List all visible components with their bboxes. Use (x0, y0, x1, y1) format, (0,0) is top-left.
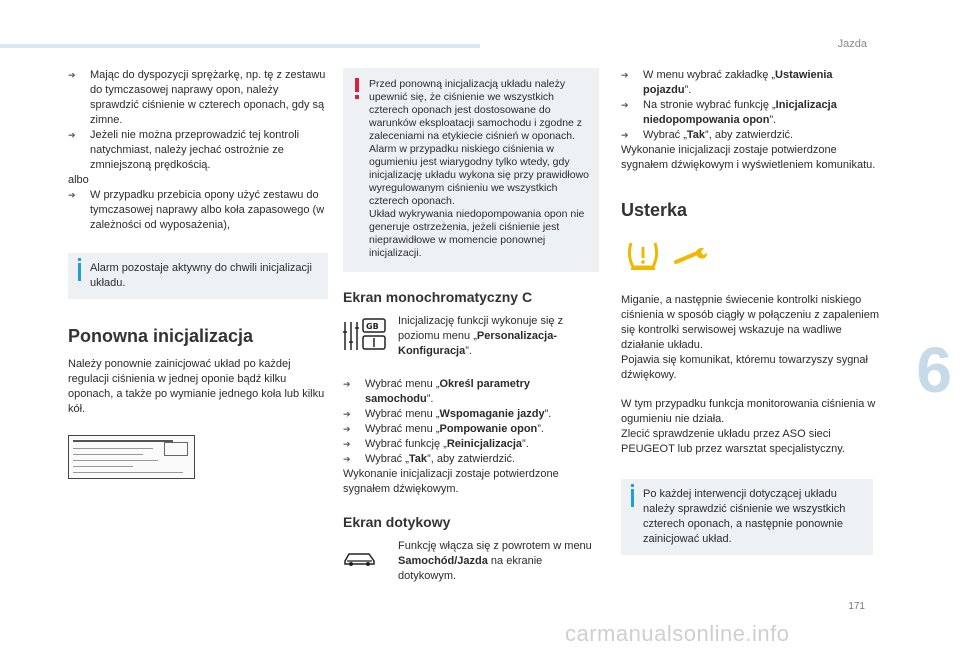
list-item (343, 452, 599, 467)
paragraph: W tym przypadku funkcja monitorowania ciśnienia w ogumieniu nie działa. Zlecić sprawdzenie układu przez ASO sieci PEUGEOT lub przez warsztat specjalistyczny. (621, 398, 876, 455)
bullet-list (68, 188, 328, 233)
paragraph: Miganie, a następnie świecenie kontrolki niskiego ciśnienia w sposób ciągły w połączeniu z zapaleniem się kontrolki serwisowej wskazuje na wadliwe działanie układu. Pojawia się komunikat, któremu towarzyszy sygnał dźwiękowy. (621, 294, 880, 381)
confirm-text: Wykonanie inicjalizacji zostaje potwierdzone sygnałem dźwiękowym. (343, 468, 559, 495)
info-box (621, 479, 873, 555)
section-heading: Ekran monochromatyczny C (343, 289, 533, 305)
list-item-text: Mając do dyspozycji sprężarkę, np. tę z zestawu do tymczasowej naprawy opon, należy sprawdzić ciśnienie w czterech oponach, gdy są zimne. (90, 69, 326, 126)
list-item (621, 98, 881, 128)
step-bold: Pompowanie opon (439, 423, 538, 435)
info-box (68, 253, 328, 299)
watermark: carmanualsonline.info (565, 621, 790, 646)
list-item (343, 407, 599, 422)
albo-text: albo (68, 174, 89, 186)
step-post: ”, aby zatwierdzić. (427, 453, 516, 465)
indicator-icons (621, 239, 881, 279)
list-item (68, 188, 328, 233)
step-list (621, 68, 881, 143)
tyre-pressure-warning-icon (625, 239, 661, 276)
warning-text: Przed ponowną inicjalizacją układu należy upewnić się, że ciśnienie we wszystkich czterech oponach jest dostosowane do warunków eksploatacji samochodu i zgodne z zaleceniami na etykiecie ciśnień w oponach. Alarm w przypadku niskiego ciśnienia w ogumieniu jest wiarygodny tylko wtedy, gdy inicjalizację układu wykona się przy prawidłowo wyregulowanym ciśnieniu we wszystkich czterech oponach. Układ wykrywania niedopompowania opon nie generuje ostrzeżenia, jeżeli ciśnienie jest nieprawidłowe w momencie ponownej inicjalizacji. (369, 78, 590, 259)
step-post: ”. (537, 423, 544, 435)
step-post: ”. (544, 408, 552, 420)
step-pre: Wybrać „ (365, 453, 409, 465)
section-heading: Usterka (621, 200, 688, 220)
step-bold: Ustawienia pojazdu (643, 69, 833, 96)
bullet-arrow-icon: ➔ (68, 70, 76, 80)
step-bold: Inicjalizacja niedopompowania opon (643, 99, 837, 126)
step-bold: Tak (686, 129, 706, 141)
bullet-arrow-icon: ➔ (621, 130, 629, 140)
column-2 (343, 68, 599, 584)
list-item (68, 128, 328, 173)
step-bold: Określ parametry samochodu (365, 378, 530, 405)
column-1 (68, 68, 328, 479)
step-pre: Wybrać menu „ (365, 423, 440, 435)
list-item (343, 422, 599, 437)
tyre-pressure-label-image (68, 435, 195, 479)
list-item (621, 68, 881, 98)
step-bold: Reinicjalizacja (446, 438, 523, 450)
list-item-text: Jeżeli nie można przeprowadzić tej kontroli natychmiast, należy jechać ostrożnie ze zmniejszoną prędkością. (90, 129, 300, 171)
paragraph: Należy ponownie zainicjować układ po każdej regulacji ciśnienia w jednej oponie bądź kilku oponach, a także po wymianie jednego koła lub kilku kół. (68, 358, 325, 415)
list-item (343, 377, 599, 407)
section-heading: Ponowna inicjalizacja (68, 326, 254, 346)
mono-intro-text: Inicjalizację funkcji wykonuje się z poziomu menu „Personalizacja-Konfiguracja”. (398, 315, 564, 357)
step-pre: W menu wybrać zakładkę „ (643, 69, 776, 81)
column-3 (621, 68, 881, 555)
bullet-arrow-icon: ➔ (343, 379, 351, 389)
bullet-arrow-icon: ➔ (343, 409, 351, 419)
bullet-arrow-icon: ➔ (343, 454, 351, 464)
bullet-arrow-icon: ➔ (68, 130, 76, 140)
step-pre: Wybrać menu „ (365, 378, 440, 390)
warning-icon (355, 78, 359, 92)
warning-box (343, 68, 599, 272)
step-post: ”. (769, 114, 777, 126)
mono-intro (343, 314, 599, 359)
chapter-title: Jazda (837, 38, 867, 50)
touch-text: Funkcję włącza się z powrotem w menu Samochód/Jazda na ekranie dotykowym. (398, 540, 592, 582)
step-list (343, 377, 599, 467)
step-pre: Wybrać funkcję „ (365, 438, 447, 450)
header-bar (0, 44, 480, 48)
step-pre: Wybrać menu „ (365, 408, 440, 420)
step-pre: Na stronie wybrać funkcję „ (643, 99, 776, 111)
bullet-arrow-icon: ➔ (343, 439, 351, 449)
bullet-arrow-icon: ➔ (68, 190, 76, 200)
section-heading: Ekran dotykowy (343, 514, 451, 530)
svg-text:GB: GB (366, 322, 379, 331)
page-number: 171 (848, 601, 865, 612)
car-icon (343, 539, 398, 572)
gb-menu-icon (343, 314, 398, 359)
bullet-list (68, 68, 328, 173)
touch-intro (343, 539, 599, 584)
bullet-arrow-icon: ➔ (621, 70, 629, 80)
step-bold: Tak (408, 453, 428, 465)
step-pre: Wybrać „ (643, 129, 687, 141)
step-post: ”. (684, 84, 692, 96)
step-bold: Wspomaganie jazdy (439, 408, 545, 420)
info-text: Alarm pozostaje aktywny do chwili inicjalizacji układu. (90, 262, 312, 289)
list-item (343, 437, 599, 452)
info-icon (631, 489, 634, 507)
chapter-number: 6 (916, 334, 952, 406)
list-item-text: W przypadku przebicia opony użyć zestawu do tymczasowej naprawy albo koła zapasowego (w zależności od wyposażenia), (90, 189, 325, 231)
step-post: ”. (426, 393, 434, 405)
step-post: ”, aby zatwierdzić. (705, 129, 794, 141)
list-item (621, 128, 881, 143)
info-text: Po każdej interwencji dotyczącej układu należy sprawdzić ciśnienie we wszystkich czterech oponach, a następnie ponownie zainicjować układ. (643, 488, 846, 545)
list-item (68, 68, 328, 128)
wrench-service-icon (673, 245, 709, 272)
step-post: ”. (522, 438, 529, 450)
bullet-arrow-icon: ➔ (621, 100, 629, 110)
bullet-arrow-icon: ➔ (343, 424, 351, 434)
confirm-text: Wykonanie inicjalizacji zostaje potwierdzone sygnałem dźwiękowym i wyświetleniem komunikatu. (621, 144, 876, 171)
info-icon (78, 263, 81, 281)
